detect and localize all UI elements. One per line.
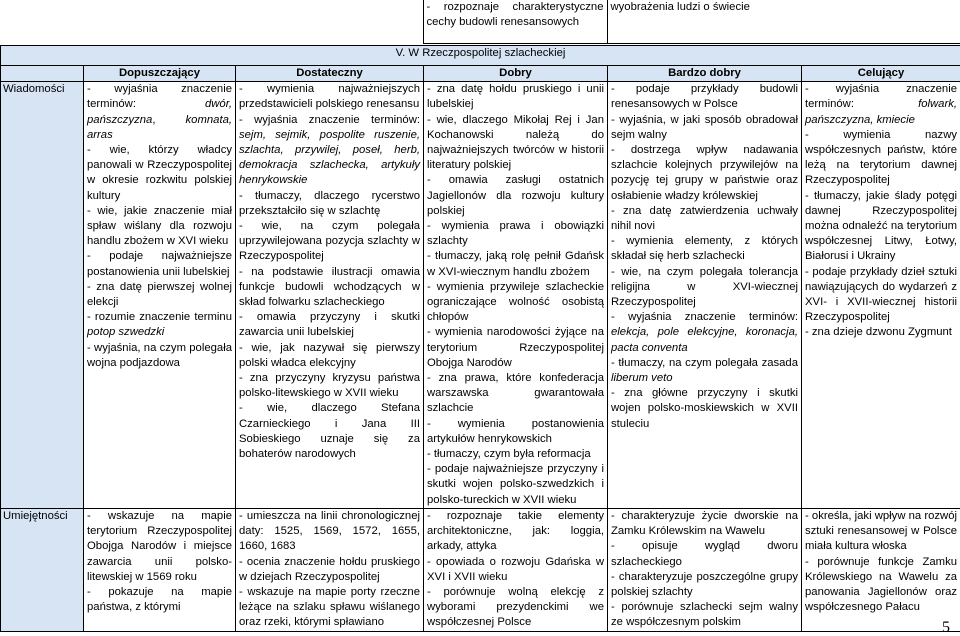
text-run: - porównuje funkcje Zamku Królewskiego na Wawelu za panowania Jagiellonów oraz współczesnego Pałacu <box>805 555 958 614</box>
text-run: - wie, którzy władcy panowali w Rzeczypospolitej w okresie rozkwitu polskiej kultury <box>87 144 232 202</box>
text-run: - zna przyczyny kryzysu państwa polsko-litewskiego w XVII wieku <box>239 372 420 400</box>
text-run: - tłumaczy, jakie ślady potęgi dawnej Rzeczypospolitej można odnaleźć na terytorium współczesnej Litwy, Łotwy, Białorusi i Ukrainy <box>805 189 958 263</box>
requirement-item: wyobrażenia ludzi o świecie <box>610 1 750 13</box>
requirement-item <box>87 82 232 143</box>
requirement-item <box>239 401 420 462</box>
text-run: - rozumie znaczenie terminu <box>87 311 232 324</box>
text-run: - wymienia prawa i obowiązki szlachty <box>427 220 604 248</box>
text-run: - porównuje szlachecki sejm walny ze współczesnym polskim <box>611 601 798 629</box>
requirement-item <box>611 386 798 432</box>
requirement-item <box>427 325 604 371</box>
text-run: - wyjaśnia, na czym polegała wojna podjazdowa <box>87 341 232 369</box>
text-run: - omawia przyczyny i skutki zawarcia unii lubelskiej <box>239 311 420 339</box>
text-run: - wskazuje na mapie terytorium Rzeczypospolitej Obojga Narodów i miejsce zawarcia unii polsko-litewskiej w 1569 roku <box>87 509 232 583</box>
text-run: - wymienia postanowienia artykułów henrykowskich <box>427 417 604 445</box>
grade-header: Dobry <box>424 66 608 82</box>
text-run: - zna datę hołdu pruskiego i unii lubelskiej <box>427 83 604 111</box>
requirement-item <box>611 143 798 204</box>
text-run: , <box>152 113 186 126</box>
requirement-item <box>427 249 604 279</box>
grade-header: Dopuszczający <box>84 66 236 82</box>
text-run: - wie, na czym polegała tolerancja religijna w XVI-wiecznej Rzeczypospolitej <box>611 265 798 309</box>
requirement-item <box>239 555 420 585</box>
requirement-cell <box>236 508 424 631</box>
continuation-table <box>0 0 960 44</box>
text-run: - tłumaczy, czym była reformacja <box>427 448 591 461</box>
text-run: - omawia zasługi ostatnich Jagiellonów dla rozwoju kultury polskiej <box>427 174 604 217</box>
requirement-item <box>427 585 604 631</box>
requirement-item <box>427 462 604 508</box>
text-run: - zna datę zatwierdzenia uchwały nihil novi <box>611 204 798 233</box>
requirement-item <box>87 341 232 371</box>
requirement-item <box>239 265 420 311</box>
requirement-item <box>239 585 420 631</box>
requirement-item <box>805 82 957 128</box>
text-run: - wie, na czym polegała uprzywilejowana pozycja szlachty w Rzeczypospolitej <box>239 220 420 263</box>
requirement-item <box>427 371 604 417</box>
text-run: - podaje najważniejsze postanowienia unii lubelskiej <box>87 250 232 278</box>
requirement-item <box>611 356 798 386</box>
requirement-item <box>611 113 798 143</box>
requirement-item <box>805 189 957 265</box>
continuation-row <box>0 0 960 44</box>
grade-header: Dostateczny <box>236 66 424 82</box>
text-run: - wskazuje na mapie porty rzeczne leżące na szlaku spławu wiślanego oraz rzeki, którymi spławiano <box>239 585 420 629</box>
text-run: - rozpoznaje takie elementy architektoniczne, jak: loggia, arkady, attyka <box>427 509 604 553</box>
requirement-item <box>427 173 604 219</box>
text-run: - tłumaczy, dlaczego rycerstwo przekształciło się w szlachtę <box>239 189 420 217</box>
requirement-item <box>239 310 420 340</box>
term-italic: liberum veto <box>611 372 673 385</box>
text-run: - na podstawie ilustracji omawia funkcje budowli wchodzących w skład folwarku szlacheckiego <box>239 265 420 309</box>
section-title: V. W Rzeczpospolitej szlacheckiej <box>1 46 960 66</box>
requirement-item <box>611 234 798 264</box>
text-run: - porównuje wolną elekcję z wyborami prezydenckimi we współczesnej Polsce <box>427 585 604 629</box>
text-run: - wie, jak nazywał się pierwszy polski władca elekcyjny <box>239 341 420 369</box>
requirement-item <box>805 265 957 326</box>
requirement-item <box>805 555 957 616</box>
text-run: - wymienia najważniejszych przedstawicieli polskiego renesansu <box>239 83 420 111</box>
term-italic: sejm, sejmik, pospolite ruszenie, szlachta, przywilej, poseł, herb, demokracja szlachecka, artykuły henrykowskie <box>239 128 420 187</box>
requirement-item <box>427 219 604 249</box>
requirement-item <box>427 113 604 174</box>
term-italic: potop szwedzki <box>87 326 165 339</box>
text-run: - wymienia narodowości żyjące na terytorium Rzeczypospolitej Obojga Narodów <box>427 326 604 369</box>
text-run: - charakteryzuje życie dworskie na Zamku Królewskim na Wawelu <box>611 509 798 538</box>
text-run: - wie, dlaczego Stefana Czarnieckiego i Jana III Sobieskiego uznaje się za bohaterów narodowych <box>239 402 420 461</box>
requirement-item: - rozpoznaje charakterystyczne cechy budowli renesansowych <box>426 1 604 29</box>
term-italic: dwór, pańszczyzna <box>87 98 232 126</box>
text-run: - wie, jakie znaczenie miał spław wiślany dla rozwoju handlu zbożem w XVI wieku <box>87 204 232 248</box>
requirement-item <box>611 570 798 600</box>
row-label: Wiadomości <box>1 82 84 509</box>
skills-row <box>1 508 960 631</box>
text-run: - zna dzieje dzwonu Zygmunt <box>805 326 952 339</box>
text-run: - wyjaśnia znaczenie terminów: <box>611 311 798 324</box>
continuation-cell-dobry <box>423 0 607 44</box>
requirement-item <box>87 509 232 585</box>
requirement-item <box>239 82 420 112</box>
requirement-item <box>239 509 420 555</box>
text-run: - wymienia elementy, z których składał się herb szlachecki <box>611 235 798 263</box>
section-row <box>1 46 960 66</box>
requirement-item <box>239 341 420 371</box>
text-run: - ocenia znaczenie hołdu pruskiego w dziejach Rzeczypospolitej <box>239 555 420 583</box>
text-run: - tłumaczy, na czym polegała zasada <box>611 356 798 369</box>
requirement-cell <box>424 508 608 631</box>
requirement-item <box>805 128 957 189</box>
text-run: - określa, jaki wpływ na rozwój sztuki renesansowej w Polsce miała kultura włoska <box>805 509 958 553</box>
text-run: - wyjaśnia znaczenie terminów: <box>87 83 232 111</box>
requirement-item <box>427 509 604 555</box>
requirement-item <box>611 600 798 630</box>
requirement-cell <box>802 82 960 509</box>
requirements-table <box>0 45 960 632</box>
empty-cell <box>0 0 423 44</box>
text-run: - umieszcza na linii chronologicznej daty: 1525, 1569, 1572, 1655, 1660, 1683 <box>239 509 420 553</box>
requirement-cell <box>84 82 236 509</box>
row-label: Umiejętności <box>1 508 84 631</box>
requirement-item <box>87 585 232 615</box>
requirement-cell <box>236 82 424 509</box>
requirement-item <box>239 113 420 189</box>
page-number: 5 <box>942 619 950 636</box>
requirement-item <box>611 539 798 569</box>
text-run: - opowiada o rozwoju Gdańska w XVI i XVII wieku <box>427 555 604 583</box>
text-run: - wyjaśnia znaczenie terminów: <box>805 83 958 111</box>
text-run: - podaje przykłady budowli renesansowych w Polsce <box>611 83 798 111</box>
text-run: - podaje najważniejsze przyczyny i skutki wojen polsko-szwedzkich i polsko-tureckich w XVII wieku <box>427 463 604 506</box>
requirement-item <box>427 82 604 112</box>
term-italic: komnata, arras <box>87 113 232 141</box>
requirement-item <box>239 371 420 401</box>
text-run: - charakteryzuje poszczególne grupy polskiej szlachty <box>611 570 798 598</box>
term-italic: folwark, pańszczyzna, kmiecie <box>805 98 958 126</box>
text-run: - wie, dlaczego Mikołaj Rej i Jan Kochanowski należą do najważniejszych twórców w historii literatury polskiej <box>427 113 604 172</box>
requirement-item <box>87 143 232 204</box>
grade-header: Bardzo dobry <box>608 66 802 82</box>
text-run: - wyjaśnia znaczenie terminów: <box>239 113 420 126</box>
text-run: - zna prawa, które konfederacja warszawska gwarantowała szlachcie <box>427 372 604 415</box>
grade-header: Celujący <box>802 66 960 82</box>
text-run: - zna główne przyczyny i skutki wojen polsko-moskiewskich w XVII stuleciu <box>611 387 798 430</box>
requirement-item <box>87 204 232 250</box>
requirement-cell <box>608 82 802 509</box>
requirement-cell <box>84 508 236 631</box>
continuation-cell-bardzo-dobry <box>607 0 960 44</box>
text-run: - wyjaśnia, w jaki sposób obradował sejm walny <box>611 113 798 141</box>
text-run: - tłumaczy, jaką rolę pełnił Gdańsk w XVI-wiecznym handlu zbożem <box>427 250 604 278</box>
text-run: - pokazuje na mapie państwa, z którymi <box>87 585 232 614</box>
requirement-item <box>805 509 957 555</box>
grade-header-empty <box>1 66 84 82</box>
text-run: - opisuje wygląd dworu szlacheckiego <box>611 540 798 568</box>
text-run: - wymienia nazwy współczesnych państw, które leżą na terytorium dawnej Rzeczypospolitej <box>805 128 958 187</box>
requirement-item <box>611 310 798 356</box>
requirement-item <box>87 310 232 340</box>
requirement-item <box>87 249 232 279</box>
requirement-item <box>611 509 798 539</box>
requirement-item <box>239 189 420 219</box>
requirement-item <box>427 447 604 462</box>
requirement-item <box>239 219 420 265</box>
text-run: - dostrzega wpływ nadawania szlachcie kolejnych przywilejów na pozycję tej grupy w państwie oraz osłabienie władzy królewskiej <box>611 144 798 202</box>
requirement-cell <box>802 508 960 631</box>
requirement-item <box>427 417 604 447</box>
requirement-item <box>427 555 604 585</box>
term-italic: elekcja, pole elekcyjne, koronacja, pacta conventa <box>611 326 798 354</box>
requirement-cell <box>424 82 608 509</box>
requirement-item <box>427 280 604 326</box>
requirement-item <box>611 265 798 311</box>
requirement-item <box>611 82 798 112</box>
text-run: - wymienia przywileje szlacheckie ograniczające wolność osobistą chłopów <box>427 280 604 324</box>
requirement-item <box>87 280 232 310</box>
text-run: - zna datę pierwszej wolnej elekcji <box>87 280 232 309</box>
requirement-item <box>805 325 957 340</box>
requirement-item <box>611 204 798 234</box>
knowledge-row <box>1 82 960 509</box>
requirement-cell <box>608 508 802 631</box>
grades-row <box>1 66 960 82</box>
text-run: - podaje przykłady dzieł sztuki nawiązujących do wydarzeń z XVI- i XVII-wiecznej historii Rzeczypospolitej <box>805 265 958 324</box>
